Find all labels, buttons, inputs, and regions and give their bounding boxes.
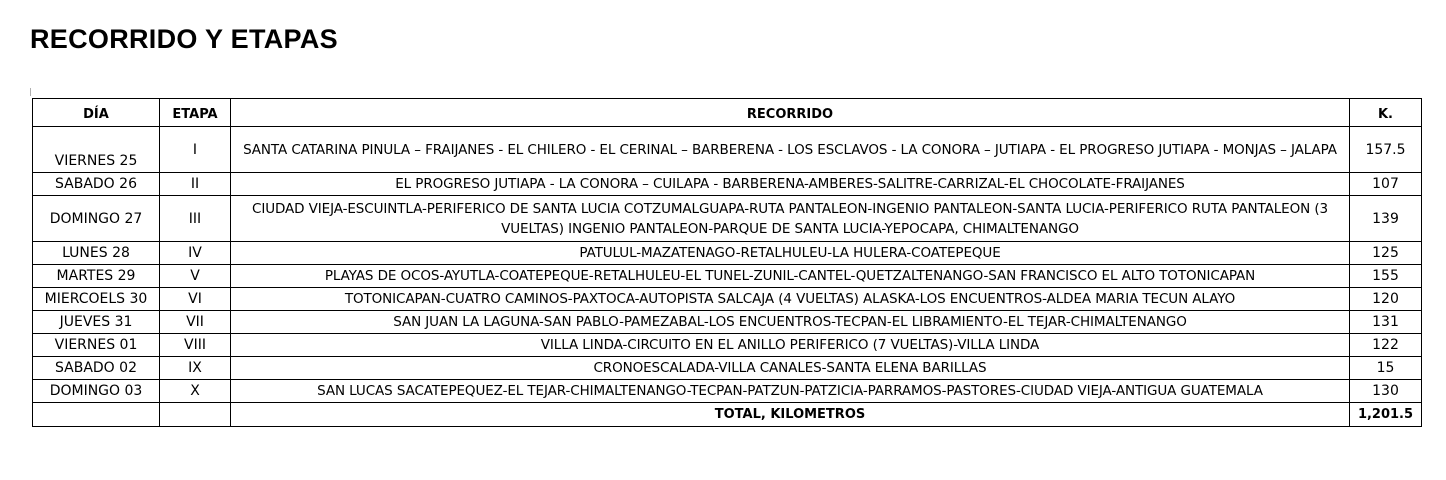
text-cursor-mark: [30, 88, 31, 96]
row-km: 130: [1350, 380, 1422, 403]
stages-table: [32, 98, 1422, 427]
row-day: DOMINGO 03: [33, 380, 160, 403]
row-km: 157.5: [1350, 127, 1422, 173]
total-empty-day: [33, 403, 160, 427]
row-stage: VI: [160, 288, 231, 311]
table-row: [33, 242, 1422, 265]
row-day: VIERNES 01: [33, 334, 160, 357]
row-route: CRONOESCALADA-VILLA CANALES-SANTA ELENA BARILLAS: [231, 357, 1350, 380]
row-stage: IX: [160, 357, 231, 380]
row-stage: II: [160, 173, 231, 196]
row-day: JUEVES 31: [33, 311, 160, 334]
table-row: [33, 357, 1422, 380]
total-empty-stage: [160, 403, 231, 427]
row-route: TOTONICAPAN-CUATRO CAMINOS-PAXTOCA-AUTOPISTA SALCAJA (4 VUELTAS) ALASKA-LOS ENCUENTROS-ALDEA MARIA TECUN ALAYO: [231, 288, 1350, 311]
row-stage: VII: [160, 311, 231, 334]
page-title: RECORRIDO Y ETAPAS: [30, 24, 338, 54]
row-stage: III: [160, 196, 231, 242]
row-route: PLAYAS DE OCOS-AYUTLA-COATEPEQUE-RETALHULEU-EL TUNEL-ZUNIL-CANTEL-QUETZALTENANGO-SAN FRANCISCO EL ALTO TOTONICAPAN: [231, 265, 1350, 288]
header-day: DÍA: [33, 99, 160, 127]
row-day: VIERNES 25: [33, 127, 160, 173]
row-route: SAN LUCAS SACATEPEQUEZ-EL TEJAR-CHIMALTENANGO-TECPAN-PATZUN-PATZICIA-PARRAMOS-PASTORES-CIUDAD VIEJA-ANTIGUA GUATEMALA: [231, 380, 1350, 403]
row-day: SABADO 26: [33, 173, 160, 196]
row-day: LUNES 28: [33, 242, 160, 265]
table-row: [33, 265, 1422, 288]
total-row: [33, 403, 1422, 427]
table-row: [33, 288, 1422, 311]
table-row: [33, 196, 1422, 242]
row-day: MARTES 29: [33, 265, 160, 288]
table-row: [33, 173, 1422, 196]
header-km: K.: [1350, 99, 1422, 127]
header-stage: ETAPA: [160, 99, 231, 127]
row-route: EL PROGRESO JUTIAPA - LA CONORA – CUILAPA - BARBERENA-AMBERES-SALITRE-CARRIZAL-EL CHOCOLATE-FRAIJANES: [231, 173, 1350, 196]
row-stage: X: [160, 380, 231, 403]
table-header-row: [33, 99, 1422, 127]
row-km: 15: [1350, 357, 1422, 380]
row-km: 125: [1350, 242, 1422, 265]
row-km: 139: [1350, 196, 1422, 242]
row-stage: V: [160, 265, 231, 288]
row-km: 107: [1350, 173, 1422, 196]
row-km: 120: [1350, 288, 1422, 311]
table-row: [33, 380, 1422, 403]
row-day: SABADO 02: [33, 357, 160, 380]
total-value: 1,201.5: [1350, 403, 1422, 427]
row-route: SANTA CATARINA PINULA – FRAIJANES - EL CHILERO - EL CERINAL – BARBERENA - LOS ESCLAVOS - LA CONORA – JUTIAPA - EL PROGRESO JUTIAPA - MONJAS – JALAPA: [231, 127, 1350, 173]
row-route: SAN JUAN LA LAGUNA-SAN PABLO-PAMEZABAL-LOS ENCUENTROS-TECPAN-EL LIBRAMIENTO-EL TEJAR-CHIMALTENANGO: [231, 311, 1350, 334]
row-stage: VIII: [160, 334, 231, 357]
row-stage: I: [160, 127, 231, 173]
row-route: VILLA LINDA-CIRCUITO EN EL ANILLO PERIFERICO (7 VUELTAS)-VILLA LINDA: [231, 334, 1350, 357]
row-day: DOMINGO 27: [33, 196, 160, 242]
row-km: 122: [1350, 334, 1422, 357]
header-route: RECORRIDO: [231, 99, 1350, 127]
total-label: TOTAL, KILOMETROS: [231, 403, 1350, 427]
row-km: 155: [1350, 265, 1422, 288]
table-row: [33, 334, 1422, 357]
row-day: MIERCOELS 30: [33, 288, 160, 311]
table-row: [33, 127, 1422, 173]
row-route: PATULUL-MAZATENAGO-RETALHULEU-LA HULERA-COATEPEQUE: [231, 242, 1350, 265]
row-km: 131: [1350, 311, 1422, 334]
row-route: CIUDAD VIEJA-ESCUINTLA-PERIFERICO DE SANTA LUCIA COTZUMALGUAPA-RUTA PANTALEON-INGENIO PANTALEON-SANTA LUCIA-PERIFERICO RUTA PANTALEON (3 VUELTAS) INGENIO PANTALEON-PARQUE DE SANTA LUCIA-YEPOCAPA, CHIMALTENANGO: [231, 196, 1350, 242]
row-stage: IV: [160, 242, 231, 265]
table-row: [33, 311, 1422, 334]
